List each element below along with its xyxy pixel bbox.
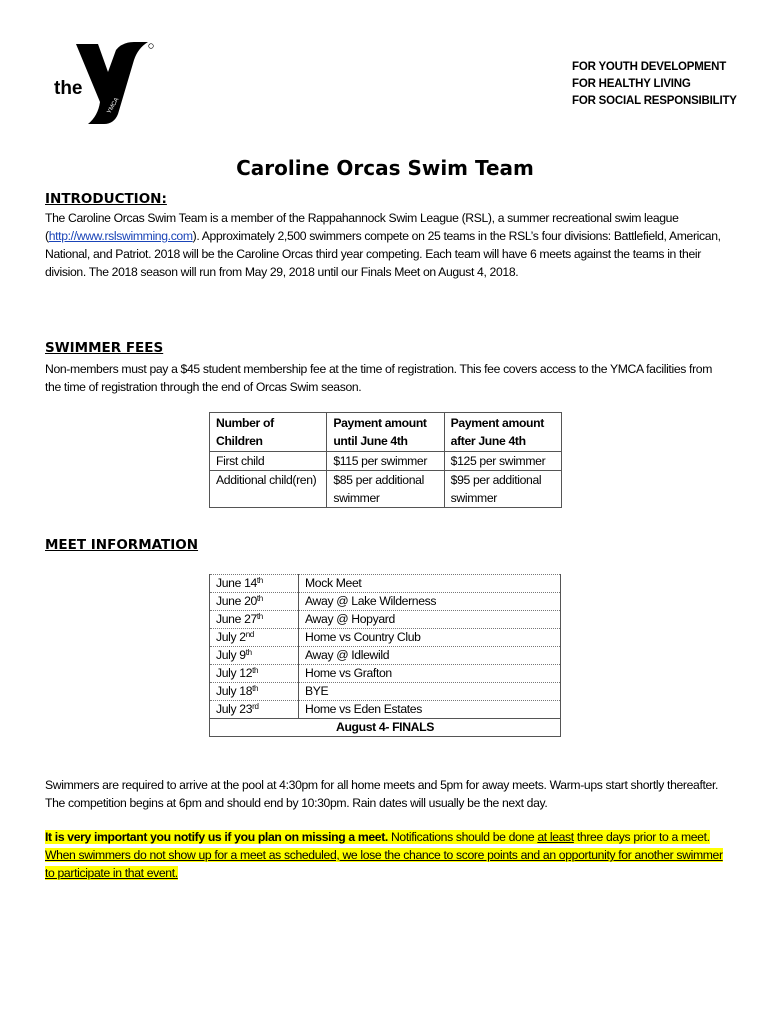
table-row [210,611,561,629]
meet-event: Away @ Idlewild [299,647,561,665]
meet-event: Home vs Country Club [299,629,561,647]
page-title: Caroline Orcas Swim Team [236,156,534,180]
meet-table [209,574,561,737]
table-header-cell: Payment amount until June 4th [327,413,444,452]
meet-event: Away @ Hopyard [299,611,561,629]
notice-paragraph [45,828,725,882]
table-row [210,593,561,611]
table-row [210,683,561,701]
logo-the-text: the [54,78,83,99]
meet-event: Home vs Eden Estates [299,701,561,719]
rsl-link[interactable]: http://www.rslswimming.com [48,229,193,243]
notice-underlined: When swimmers do not show up for a meet as scheduled, we lose the chance to score points and an opportunity for another swimmer to participate in that event. [45,848,723,880]
table-row [210,665,561,683]
finals-row [210,719,561,737]
table-header-cell: Payment amount after June 4th [444,413,561,452]
table-row [210,471,562,508]
arrival-paragraph: Swimmers are required to arrive at the pool at 4:30pm for all home meets and 5pm for away meets. Warm-ups start shortly thereafter. The competition begins at 6pm and should end by 10:30pm. Rain dates will usually be the next day. [45,778,719,810]
meet-date: July 23rd [210,701,299,719]
meet-date: June 27th [210,611,299,629]
meet-event: Home vs Grafton [299,665,561,683]
intro-paragraph [45,209,725,281]
meet-event: Mock Meet [299,575,561,593]
table-row [210,575,561,593]
table-cell: $85 per additional swimmer [327,471,444,508]
meet-date: July 2nd [210,629,299,647]
table-cell: Additional child(ren) [210,471,327,508]
table-cell: First child [210,452,327,471]
fees-heading: SWIMMER FEES [45,340,164,356]
tagline [572,59,737,110]
tagline-line: FOR HEALTHY LIVING [572,78,691,90]
intro-heading: INTRODUCTION: [45,191,167,207]
table-row [210,629,561,647]
intro-text: The Caroline Orcas Swim Team is a member of the Rappahannock Swim League (RSL), a summer recreational swim league ( [45,211,679,243]
meet-heading: MEET INFORMATION [45,537,199,553]
meet-date: June 14th [210,575,299,593]
meet-event: BYE [299,683,561,701]
intro-text: ). Approximately 2,500 swimmers compete on 25 teams in the RSL’s four divisions: Battlefield, American, National, and Patriot. 2018 will be the Caroline Orcas third year competing. Each team will have 6 meets against the teams in their division. The 2018 season will run from May 29, 2018 until our Finals Meet on August 4, 2018. [45,229,721,279]
table-row [210,701,561,719]
table-row [210,452,562,471]
notice-underlined: at least [537,830,574,844]
meet-date: July 9th [210,647,299,665]
logo-ymca-text: YMCA [106,96,121,115]
meet-event: Away @ Lake Wilderness [299,593,561,611]
tagline-line: FOR YOUTH DEVELOPMENT [572,61,727,73]
ymca-logo [48,42,160,124]
notice-text: Notifications should be done [387,830,538,844]
meet-date: June 20th [210,593,299,611]
tagline-line: FOR SOCIAL RESPONSIBILITY [572,95,737,107]
table-header-row [210,413,562,452]
table-header-cell: Number of Children [210,413,327,452]
notice-bold: It is very important you notify us if you plan on missing a meet. [45,830,388,844]
table-cell: $95 per additional swimmer [444,471,561,508]
table-cell: $125 per swimmer [444,452,561,471]
table-row [210,647,561,665]
meet-date: July 12th [210,665,299,683]
finals-cell: August 4- FINALS [210,719,561,737]
table-cell: $115 per swimmer [327,452,444,471]
fees-table [209,412,562,508]
notice-text: three days prior to a meet. [573,830,710,844]
fees-paragraph: Non-members must pay a $45 student membership fee at the time of registration. This fee covers access to the YMCA facilities from the time of registration through the end of Orcas Swim season. [45,362,713,394]
meet-date: July 18th [210,683,299,701]
